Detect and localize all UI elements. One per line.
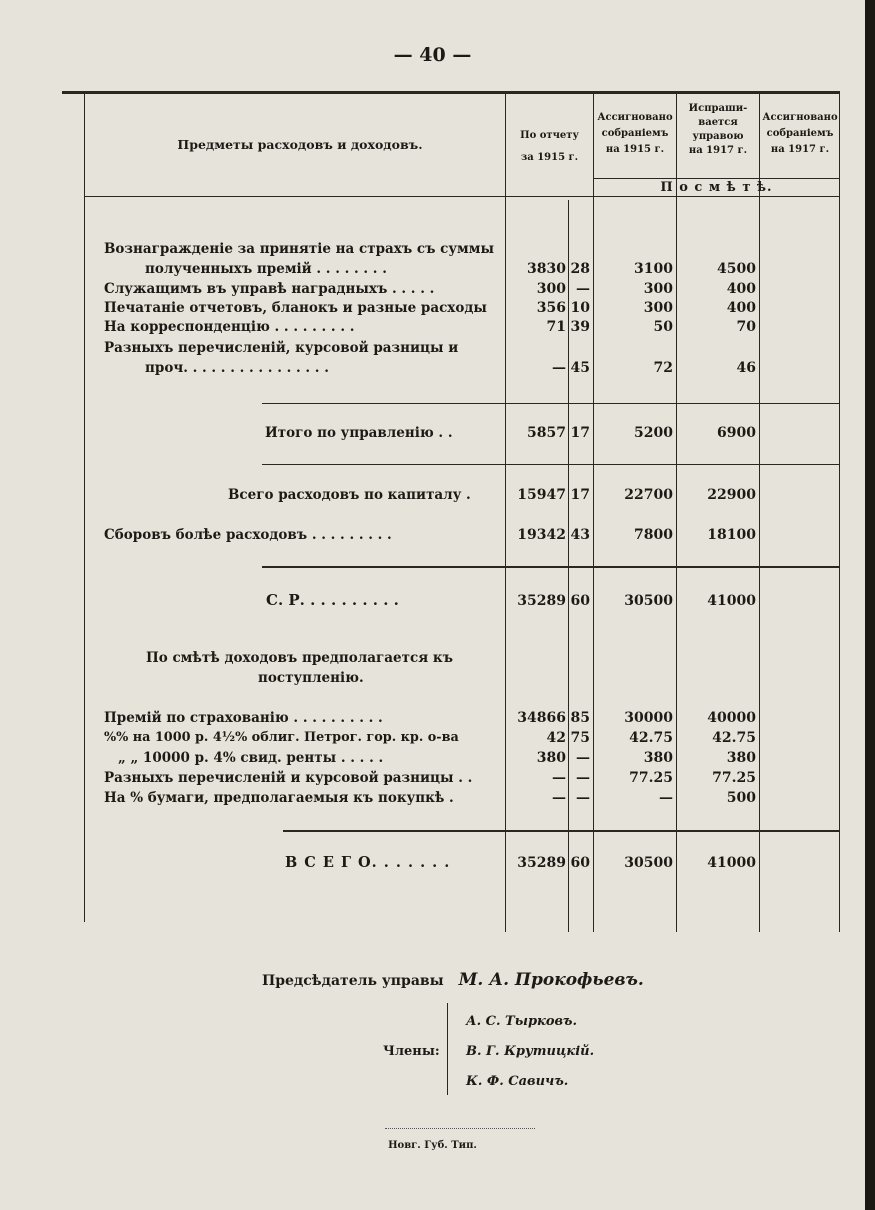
income-row-a15: 77.25: [629, 770, 673, 786]
page-number: — 40 —: [393, 44, 472, 66]
itogo-rule: [262, 403, 840, 404]
income-row-kop: 75: [570, 730, 590, 746]
row-a15: 50: [653, 319, 673, 335]
itogo-rub: 5857: [527, 425, 566, 441]
income-row-i17: 77.25: [712, 770, 756, 786]
income-row-kop: —: [576, 790, 590, 806]
ornamental-rule: [385, 1128, 535, 1133]
row-label: Служащимъ въ управѣ наградныхъ . . . . .: [104, 281, 435, 297]
row-rub: 356: [536, 300, 566, 316]
sr-rub: 35289: [517, 593, 566, 609]
itogo-kop: 17: [570, 425, 590, 441]
itogo-a15: 5200: [634, 425, 673, 441]
row-i17: 400: [726, 300, 756, 316]
vsego-label: В С Е Г О. . . . . . .: [285, 854, 451, 871]
printer-imprint: Новг. Губ. Тип.: [388, 1140, 477, 1151]
sr-i17: 41000: [707, 593, 756, 609]
income-row-rub: 42: [546, 730, 566, 746]
row-label: Печатаніе отчетовъ, бланокъ и разные расходы: [104, 300, 487, 316]
chairman-title: Предсѣдатель управы: [262, 973, 444, 989]
col4-left-rule: [759, 94, 760, 932]
vsego-rashodov-rub: 15947: [517, 487, 566, 503]
income-row-label: %% на 1000 р. 4½% облиг. Петрог. гор. кр. о-ва: [104, 730, 459, 745]
table-left-rule: [84, 94, 85, 922]
row-kop: —: [576, 281, 590, 297]
row-a15: 300: [643, 300, 673, 316]
vsego-rub: 35289: [517, 855, 566, 871]
income-row-label: На % бумаги, предполагаемыя къ покупкѣ .: [104, 790, 454, 806]
income-row-i17: 42.75: [712, 730, 756, 746]
row-kop: 39: [570, 319, 590, 335]
income-row-i17: 40000: [707, 710, 756, 726]
chairman-name: М. А. Прокофьевъ.: [458, 970, 644, 990]
member-name: В. Г. Крутицкій.: [466, 1044, 595, 1059]
income-row-rub: 34866: [517, 710, 566, 726]
vsego-rule: [283, 830, 840, 832]
header-po-smete: П о с м ѣ т ѣ.: [660, 180, 773, 195]
income-row-rub: —: [552, 790, 566, 806]
income-row-a15: 42.75: [629, 730, 673, 746]
sborov-a15: 7800: [634, 527, 673, 543]
row-kop: 45: [570, 360, 590, 376]
member-name: К. Ф. Савичъ.: [466, 1074, 569, 1089]
income-row-kop: 85: [570, 710, 590, 726]
row-kop: 10: [570, 300, 590, 316]
row-rub: 3830: [527, 261, 566, 277]
sborov-i17: 18100: [707, 527, 756, 543]
table-top-rule: [62, 91, 840, 94]
income-row-rub: 380: [536, 750, 566, 766]
chairman-line: [262, 970, 644, 990]
itogo-i17: 6900: [717, 425, 756, 441]
income-row-a15: 380: [643, 750, 673, 766]
row-i17: 4500: [717, 261, 756, 277]
row-i17: 46: [736, 360, 756, 376]
income-row-a15: —: [659, 790, 673, 806]
income-row-kop: —: [576, 750, 590, 766]
row-i17: 400: [726, 281, 756, 297]
income-row-label: Премій по страхованію . . . . . . . . . .: [104, 710, 383, 726]
table-right-rule: [839, 94, 840, 932]
income-heading-line1: По смѣтѣ доходовъ предполагается къ: [146, 650, 453, 666]
members-label: Члены:: [383, 1044, 440, 1059]
members-brace: [447, 1003, 448, 1095]
sborov-rub: 19342: [517, 527, 566, 543]
income-row-kop: —: [576, 770, 590, 786]
income-heading-line2: поступленію.: [258, 670, 364, 686]
vsego-rashodov-i17: 22900: [707, 487, 756, 503]
header-items-column: Предметы расходовъ и доходовъ.: [177, 137, 423, 152]
row-a15: 72: [653, 360, 673, 376]
itogo-bottom-rule: [262, 464, 840, 465]
sborov-kop: 43: [570, 527, 590, 543]
vsego-a15: 30500: [624, 855, 673, 871]
row-label: Разныхъ перечисленій, курсовой разницы и: [104, 340, 459, 356]
row-label: Вознагражденіе за принятіе на страхъ съ суммы: [104, 241, 494, 257]
sborov-label: Сборовъ болѣе расходовъ . . . . . . . . .: [104, 527, 392, 543]
income-row-i17: 380: [726, 750, 756, 766]
vsego-i17: 41000: [707, 855, 756, 871]
row-label: На корреспонденцію . . . . . . . . .: [104, 319, 355, 335]
header-col1: По отчету за 1915 г.: [520, 130, 579, 163]
vsego-rashodov-kop: 17: [570, 487, 590, 503]
income-row-a15: 30000: [624, 710, 673, 726]
sr-a15: 30500: [624, 593, 673, 609]
header-bottom-rule: [84, 196, 840, 197]
header-col2: Ассигновано собраніемъ на 1915 г.: [597, 112, 673, 155]
row-rub: —: [552, 360, 566, 376]
row-a15: 300: [643, 281, 673, 297]
row-label: полученныхъ премій . . . . . . . .: [145, 261, 387, 277]
vsego-rashodov-label: Всего расходовъ по капиталу .: [228, 487, 471, 503]
itogo-label: Итого по управленію . .: [265, 425, 453, 441]
income-row-i17: 500: [726, 790, 756, 806]
row-i17: 70: [736, 319, 756, 335]
header-col4: Ассигновано собраніемъ на 1917 г.: [762, 112, 838, 155]
header-sub-rule: [593, 178, 840, 179]
row-a15: 3100: [634, 261, 673, 277]
sr-rule: [262, 566, 840, 568]
sr-kop: 60: [570, 593, 590, 609]
header-col3: Испраши- вается управою на 1917 г.: [688, 103, 748, 156]
row-kop: 28: [570, 261, 590, 277]
income-row-rub: —: [552, 770, 566, 786]
sr-label: С. Р. . . . . . . . . .: [266, 591, 399, 609]
income-row-label: „ „ 10000 р. 4% свид. ренты . . . . .: [118, 750, 384, 766]
vsego-kop: 60: [570, 855, 590, 871]
income-row-label: Разныхъ перечисленій и курсовой разницы . .: [104, 770, 473, 786]
vsego-rashodov-a15: 22700: [624, 487, 673, 503]
row-rub: 300: [536, 281, 566, 297]
row-label: проч. . . . . . . . . . . . . . . .: [145, 360, 329, 376]
member-name: А. С. Тырковъ.: [466, 1014, 578, 1029]
row-rub: 71: [546, 319, 566, 335]
